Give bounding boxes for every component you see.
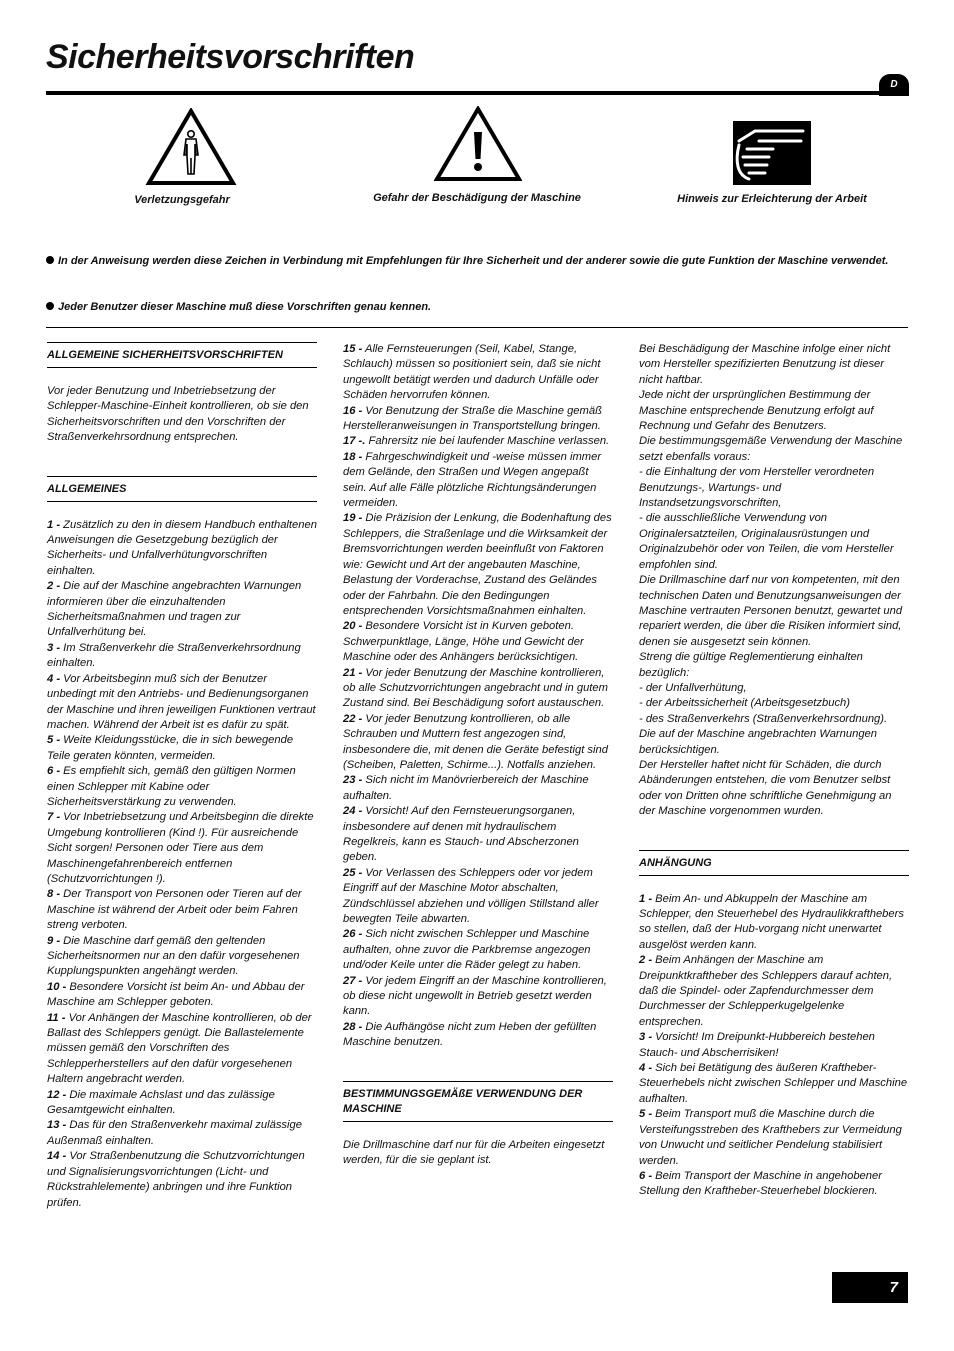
intro-bullet [46, 299, 896, 315]
list-item: 28 - Die Aufhängöse nicht zum Heben der gefüllten Maschine benutzen. [343, 1020, 597, 1049]
list-item: 3 - Vorsicht! Im Dreipunkt-Hubbereich bestehen Stauch- und Abscherrisiken! [639, 1031, 875, 1059]
list-item: 21 - Vor jeder Benutzung der Maschine kontrollieren, ob alle Schutzvorrichtungen angebracht und in gutem Zustand sind. Bei Beschädigung sofort austauschen. [343, 666, 608, 710]
list-item: 4 - Sich bei Betätigung des äußeren Kraftheber-Steuerhebels nicht zwischen Schlepper und Maschine aufhalten. [639, 1062, 908, 1105]
list-item: 26 - Sich nicht zwischen Schlepper und Maschine aufhalten, ohne zuvor die Parkbremse angezogen und/oder Keile unter die Räder gelegt zu haben. [343, 928, 591, 972]
list-item: 2 - Die auf der Maschine angebrachten Warnungen informieren über die einzuhaltenden Sicherheitsmaßnahmen und tragen zur Unfallverhütung bei. [47, 580, 302, 639]
list-item: 12 - Die maximale Achslast und das zulässige Gesamtgewicht einhalten. [47, 1088, 275, 1117]
bullet-text: Jeder Benutzer dieser Maschine muß diese Vorschriften genau kennen. [58, 301, 432, 313]
list-item: 1 - Zusätzlich zu den in diesem Handbuch enthaltenen Anweisungen die Gesetzgebung bezüglich der Sicherheits- und Unfallverhütungvorschriften einhalten. [47, 518, 317, 577]
list-item: 11 - Vor Anhängen der Maschine kontrollieren, ob der Ballast des Schleppers genügt. Die Ballastelemente müssen gemäß den Vorschriften des Schlepperherstellers auf den dafür vorgesehenen Haltern angebracht werden. [47, 1011, 312, 1086]
caption-hinweis: Hinweis zur Erleichterung der Arbeit [677, 193, 867, 205]
paragraph: Die auf der Maschine angebrachten Warnungen berücksichtigen. [639, 728, 877, 756]
list-item: 27 - Vor jedem Eingriff an der Maschine kontrollieren, ob diese nicht ungewollt in Betrieb gesetzt werden kann. [343, 974, 607, 1018]
person-warning-triangle-icon [145, 108, 237, 186]
column-3 [639, 342, 909, 1200]
paragraph: - der Arbeitssicherheit (Arbeitsgesetzbuch) [639, 697, 850, 710]
section-heading: ALLGEMEINE SICHERHEITSVORSCHRIFTEN [47, 342, 317, 368]
paragraph: Die bestimmungsgemäße Verwendung der Maschine setzt ebenfalls voraus: [639, 435, 903, 463]
column-2 [343, 342, 613, 1169]
bullet-dot [46, 302, 54, 310]
list-item: 6 - Es empfiehlt sich, gemäß den gültigen Normen einen Schlepper mit Kabine oder Sicherheitsverstärkung zu verwenden. [47, 765, 296, 808]
list-item: 2 - Beim Anhängen der Maschine am Dreipunktkraftheber des Schleppers darauf achten, daß die Spindel- oder Zapfendurchmesser dem Durchmesser der Schlepperkugelgelenke entsprechen. [639, 954, 893, 1028]
page-number: 7 [832, 1272, 908, 1303]
bullet-dot [46, 256, 54, 264]
language-tab: D [879, 74, 909, 96]
paragraph: Jede nicht der ursprünglichen Bestimmung der Maschine entsprechende Benutzung erfolgt auf Rechnung und Gefahr des Benutzers. [639, 389, 874, 433]
caption-gefahr-beschaedigung: Gefahr der Beschädigung der Maschine [373, 192, 581, 204]
intro-bullet [46, 253, 896, 269]
title-rule [46, 91, 906, 95]
list-item: 4 - Vor Arbeitsbeginn muß sich der Benutzer unbedingt mit den Antriebs- und Bedienungsorganen der Maschine und ihren jeweiligen Funktionen vertraut machen. Während der Arbeit ist es dafür zu spät. [47, 672, 316, 731]
list-item: 10 - Besondere Vorsicht ist beim An- und Abbau der Maschine am Schlepper geboten. [47, 980, 305, 1009]
list-item: 25 - Vor Verlassen des Schleppers oder vor jedem Eingriff auf der Maschine Motor abschalten, Zündschlüssel abziehen und völligen Stillstand aller bewegten Teile abwarten. [343, 866, 599, 926]
list-item: 20 - Besondere Vorsicht ist in Kurven geboten. Schwerpunktlage, Länge, Höhe und Gewicht der Maschine oder des Anhängers berücksichtigen. [343, 620, 584, 664]
page-title: Sicherheitsvorschriften [46, 38, 415, 76]
list-item: 9 - Die Maschine darf gemäß den geltenden Sicherheitsnormen nur an den dafür vorgesehenen Kupplungspunkten angehängt werden. [47, 934, 300, 978]
section-heading: BESTIMMUNGSGEMÄßE VERWENDUNG DER MASCHINE [343, 1081, 613, 1122]
column-1 [47, 342, 317, 1211]
list-item: 22 - Vor jeder Benutzung kontrollieren, ob alle Schrauben und Muttern fest angezogen sind, insbesondere die, mit denen die Geräte befestigt sind (Scheiben, Paletten, Schirme...). Notfalls anziehen. [343, 712, 608, 771]
section-heading: ALLGEMEINES [47, 476, 317, 502]
paragraph: Bei Beschädigung der Maschine infolge einer nicht vom Hersteller spezifizierten Benutzung ist dieser nicht haftbar. [639, 343, 891, 386]
paragraph: Der Hersteller haftet nicht für Schäden, die durch Abänderungen entstehen, die vom Benutzer selbst oder von Dritten ohne schriftliche Genehmigung an der Maschine vorgenommen wurden. [639, 758, 892, 818]
list-item: 6 - Beim Transport der Maschine in angehobener Stellung den Kraftheber-Steuerhebel blockieren. [639, 1169, 882, 1198]
paragraph: - des Straßenverkehrs (Straßenverkehrsordnung). [639, 712, 888, 725]
caption-verletzungsgefahr: Verletzungsgefahr [134, 194, 230, 206]
pointing-hand-icon [733, 121, 811, 185]
list-item: 7 - Vor Inbetriebsetzung und Arbeitsbeginn die direkte Umgebung kontrollieren (Kind !). Für ausreichende Sicht sorgen! Personen oder Tiere aus dem Maschinengefahrenbereich entfernen (Schutzvorrichtungen !). [47, 811, 314, 885]
list-item: 24 - Vorsicht! Auf den Fernsteuerungsorganen, insbesondere auf denen mit hydraulischem Regelkreis, kann es Stauch- und Abscherzonen geben. [343, 805, 579, 864]
exclamation-warning-triangle-icon [434, 106, 522, 182]
list-item: 16 - Vor Benutzung der Straße die Maschine gemäß Herstelleranweisungen in Transportstellung bringen. [343, 404, 602, 433]
list-item: 8 - Der Transport von Personen oder Tieren auf der Maschine ist während der Arbeit oder beim Fahren streng verboten. [47, 888, 302, 932]
section-heading: ANHÄNGUNG [639, 850, 909, 876]
list-item: 15 - Alle Fernsteuerungen (Seil, Kabel, Stange, Schlauch) müssen so positioniert sein, daß sie nicht ungewollt betätigt werden und dadurch Unfälle oder Schäden hervorrufen können. [343, 343, 601, 402]
list-item: 17 -. Fahrersitz nie bei laufender Maschine verlassen. [343, 435, 610, 448]
section-divider [46, 327, 908, 328]
bullet-text: In der Anweisung werden diese Zeichen in Verbindung mit Empfehlungen für Ihre Sicherheit und der anderer sowie die gute Funktion der Maschine verwendet. [58, 255, 889, 267]
list-item: 19 - Die Präzision der Lenkung, die Bodenhaftung des Schleppers, die Straßenlage und die Wirksamkeit der Bremsvorrichtungen werden beeinflußt von Faktoren wie: Gewicht und Art der angebauten Maschine, Belastung der Vorderachse, Zustand des Geländes oder der Fahrbahn. Die den Bedingungen entsprechenden Vorsichtsmaßnahmen einhalten. [343, 512, 612, 617]
list-item: 5 - Weite Kleidungsstücke, die in sich bewegende Teile geraten könnten, vermeiden. [47, 734, 294, 762]
list-item: 23 - Sich nicht im Manövrierbereich der Maschine aufhalten. [343, 774, 589, 802]
paragraph: Streng die gültige Reglementierung einhalten bezüglich: [639, 651, 863, 679]
paragraph: Die Drillmaschine darf nur von kompetenten, mit den technischen Daten und Benutzungsanweisungen der Maschine vertrauten Personen benutzt, gewartet und repariert werden, die über die Risiken informiert sind, denen sie ausgesetzt sein können. [639, 574, 903, 648]
paragraph: - der Unfallverhütung, [639, 681, 747, 694]
paragraph: - die ausschließliche Verwendung von Originalersatzteilen, Originalausrüstungen und Originalzubehör oder von Teilen, die vom Hersteller empfohlen sind. [639, 512, 894, 571]
list-item: 1 - Beim An- und Abkuppeln der Maschine am Schlepper, den Steuerhebel des Hydraulikkrafthebers so stellen, daß der Hub-vorgang nicht unerwartet ausgelöst werden kann. [639, 892, 904, 951]
list-item: 5 - Beim Transport muß die Maschine durch die Versteifungsstreben des Krafthebers zur Vermeidung von Unwucht und seitlicher Pendelung stabilisiert werden. [639, 1108, 902, 1167]
paragraph: - die Einhaltung der vom Hersteller verordneten Benutzungs-, Wartungs- und Instandsetzungsvorschriften, [639, 466, 875, 510]
paragraph: Die Drillmaschine darf nur für die Arbeiten eingesetzt werden, für die sie geplant ist. [343, 1138, 605, 1167]
list-item: 18 - Fahrgeschwindigkeit und -weise müssen immer dem Gelände, den Straßen und Wegen angepaßt sein. Auf alle Fälle plötzliche Richtungsänderungen vermeiden. [343, 450, 602, 510]
paragraph: Vor jeder Benutzung und Inbetriebsetzung der Schlepper-Maschine-Einheit kontrollieren, ob sie den Sicherheitsvorschriften und den Vorschriften der Straßenverkehrsordnung entsprechen. [47, 385, 309, 444]
list-item: 13 - Das für den Straßenverkehr maximal zulässige Außenmaß einhalten. [47, 1119, 302, 1147]
list-item: 14 - Vor Straßenbenutzung die Schutzvorrichtungen und Signalisierungsvorrichtungen (Licht- und Rückstrahlelemente) anbringen und ihre Funktion prüfen. [47, 1150, 305, 1209]
list-item: 3 - Im Straßenverkehr die Straßenverkehrsordnung einhalten. [47, 641, 301, 670]
